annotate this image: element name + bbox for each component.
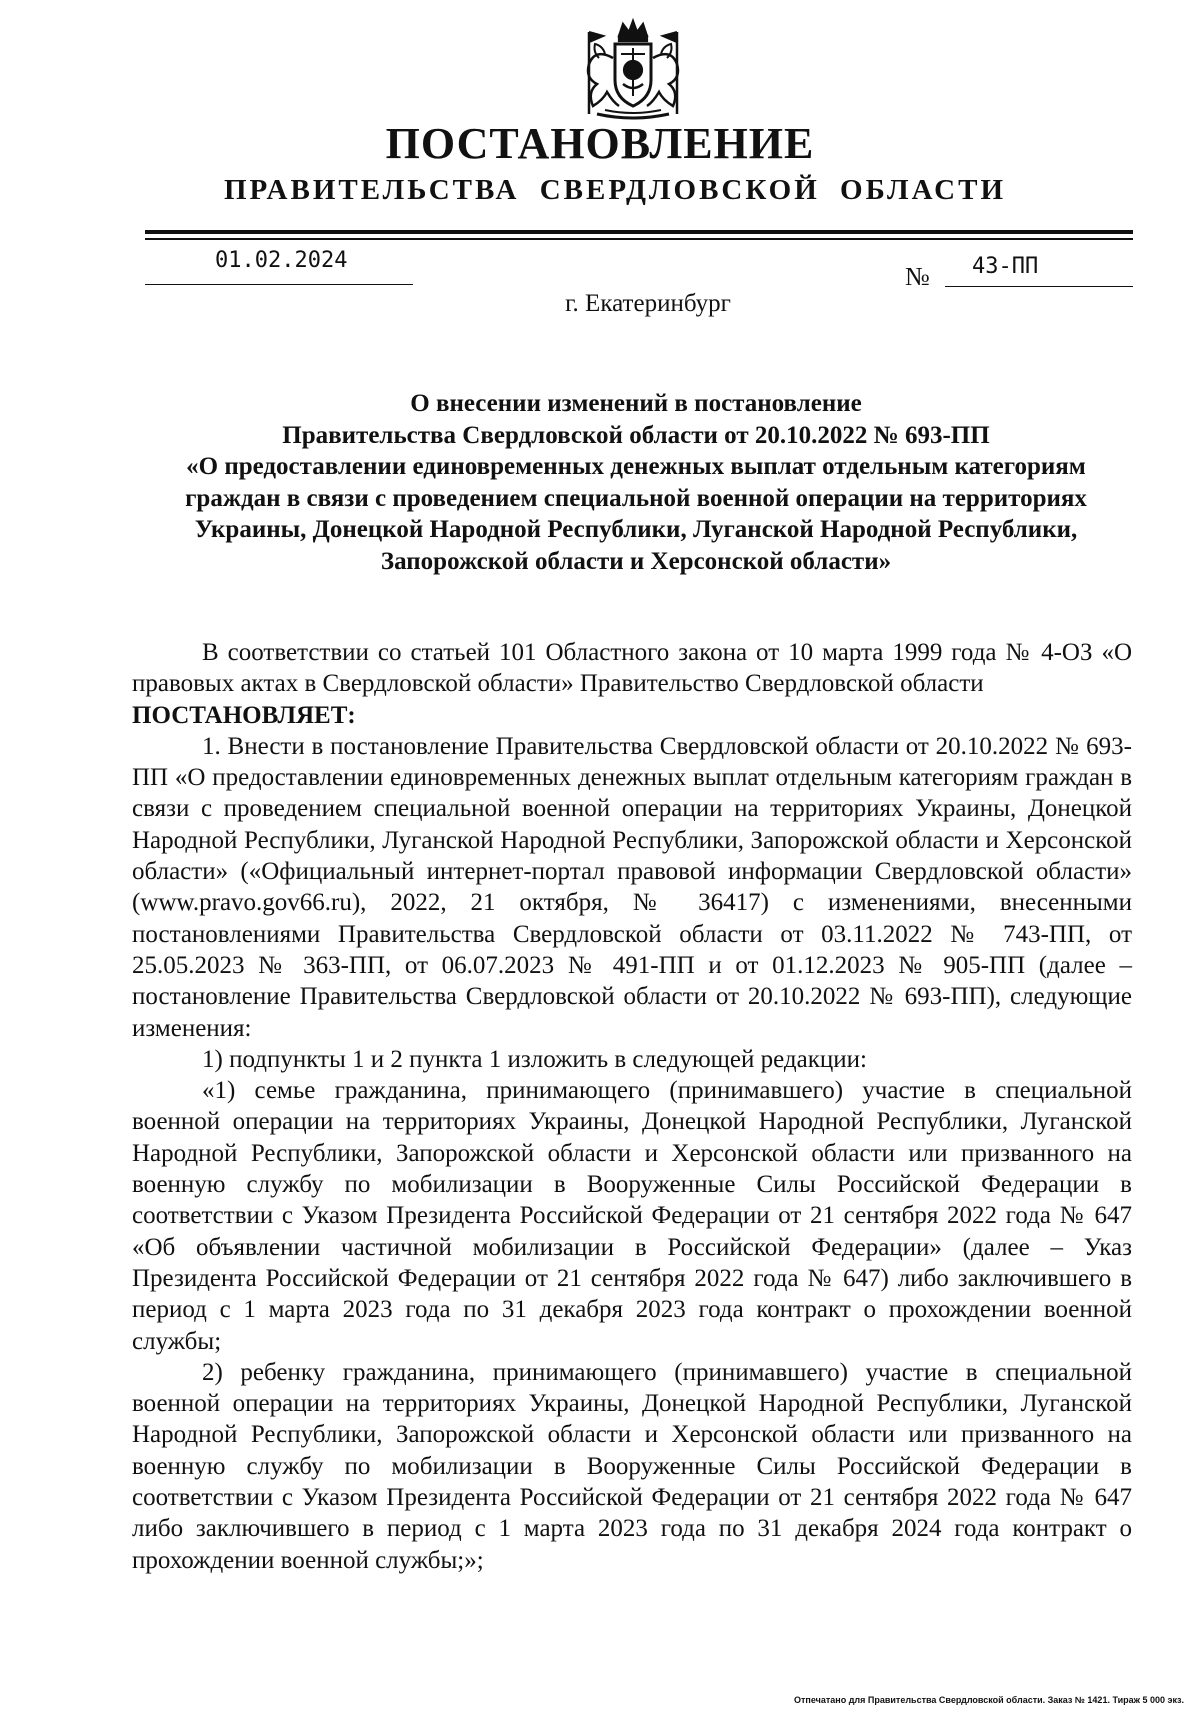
date-underline <box>145 284 413 285</box>
issuer-heading: ПРАВИТЕЛЬСТВА СВЕРДЛОВСКОЙ ОБЛАСТИ <box>223 174 1007 206</box>
header-rule-thick <box>145 230 1133 234</box>
paragraph-item-1: 1. Внести в постановление Правительства Свердловской области от 20.10.2022 № 693-ПП «О предоставлении единовременных денежных выплат отдельным категориям граждан в связи с проведением специальной военной операции на территориях Украины, Донецкой Народной Республики, Луганской Народной Республики, Запорожской области и Херсонской области» («Официальный интернет-портал правовой информации Свердловской области» (www.pravo.gov66.ru), 2022, 21 октября, № 36417) с изменениями, внесенными постановлениями Правительства Свердловской области от 03.11.2022 № 743-ПП, от 25.05.2023 № 363-ПП, от 06.07.2023 № 491-ПП и от 01.12.2023 № 905-ПП (далее – постановление Правительства Свердловской области от 20.10.2022 № 693-ПП), следующие изменения: <box>132 732 1132 1042</box>
title-line: «О предоставлении единовременных денежных выплат отдельным категориям <box>186 453 1086 480</box>
paragraph-subitem-1: 1) подпункты 1 и 2 пункта 1 изложить в следующей редакции: <box>202 1045 867 1073</box>
document-body <box>132 637 1132 1576</box>
decree-paragraph <box>132 700 1132 731</box>
print-note: Отпечатано для Правительства Свердловской области. Заказ № 1421. Тираж 5 000 экз. <box>794 1695 1184 1705</box>
number-underline <box>945 286 1133 287</box>
title-line: О внесении изменений в постановление <box>410 390 862 417</box>
city-name: г. Екатеринбург <box>565 290 731 317</box>
title-line: Правительства Свердловской области от 20.10.2022 № 693-ПП <box>282 421 990 449</box>
document-date: 01.02.2024 <box>215 248 348 273</box>
title-line: Украины, Донецкой Народной Республики, Луганской Народной Республики, <box>194 516 1078 543</box>
decree-word: ПОСТАНОВЛЯЕТ: <box>132 701 356 729</box>
number-sign: № <box>905 262 930 291</box>
document-number: 43-ПП <box>972 254 1039 279</box>
coat-of-arms-icon <box>573 18 693 123</box>
title-line: граждан в связи с проведением специальной военной операции на территориях <box>185 484 1087 512</box>
intro-paragraph: В соответствии со статьей 101 Областного закона от 10 марта 1999 года № 4-ОЗ «О правовых актах в Свердловской области» Правительство Свердловской области <box>132 639 1132 698</box>
document-title <box>135 388 1137 577</box>
title-line: Запорожской области и Херсонской области» <box>380 547 892 575</box>
paragraph-clause-2: 2) ребенку гражданина, принимающего (принимавшего) участие в специальной военной операции на территориях Украины, Донецкой Народной Республики, Луганской Народной Республики, Запорожской области и Херсонской области или призванного на военную службу по мобилизации в Вооруженные Силы Российской Федерации в соответствии с Указом Президента Российской Федерации от 21 сентября 2022 года № 647 либо заключившего в период с 1 марта 2023 года по 31 декабря 2024 года контракт о прохождении военной службы;»; <box>132 1358 1132 1574</box>
paragraph-clause-1: «1) семье гражданина, принимающего (принимавшего) участие в специальной военной операции на территориях Украины, Донецкой Народной Республики, Луганской Народной Республики, Запорожской области и Херсонской области или призванного на военную службу по мобилизации в Вооруженные Силы Российской Федерации в соответствии с Указом Президента Российской Федерации от 21 сентября 2022 года № 647 «Об объявлении частичной мобилизации в Российской Федерации» (далее – Указ Президента Российской Федерации от 21 сентября 2022 года № 647) либо заключившего в период с 1 марта 2023 года по 31 декабря 2023 года контракт о прохождении военной службы; <box>132 1077 1132 1355</box>
document-type-heading: ПОСТАНОВЛЕНИЕ <box>385 119 815 168</box>
header-rule-thin <box>145 238 1133 240</box>
